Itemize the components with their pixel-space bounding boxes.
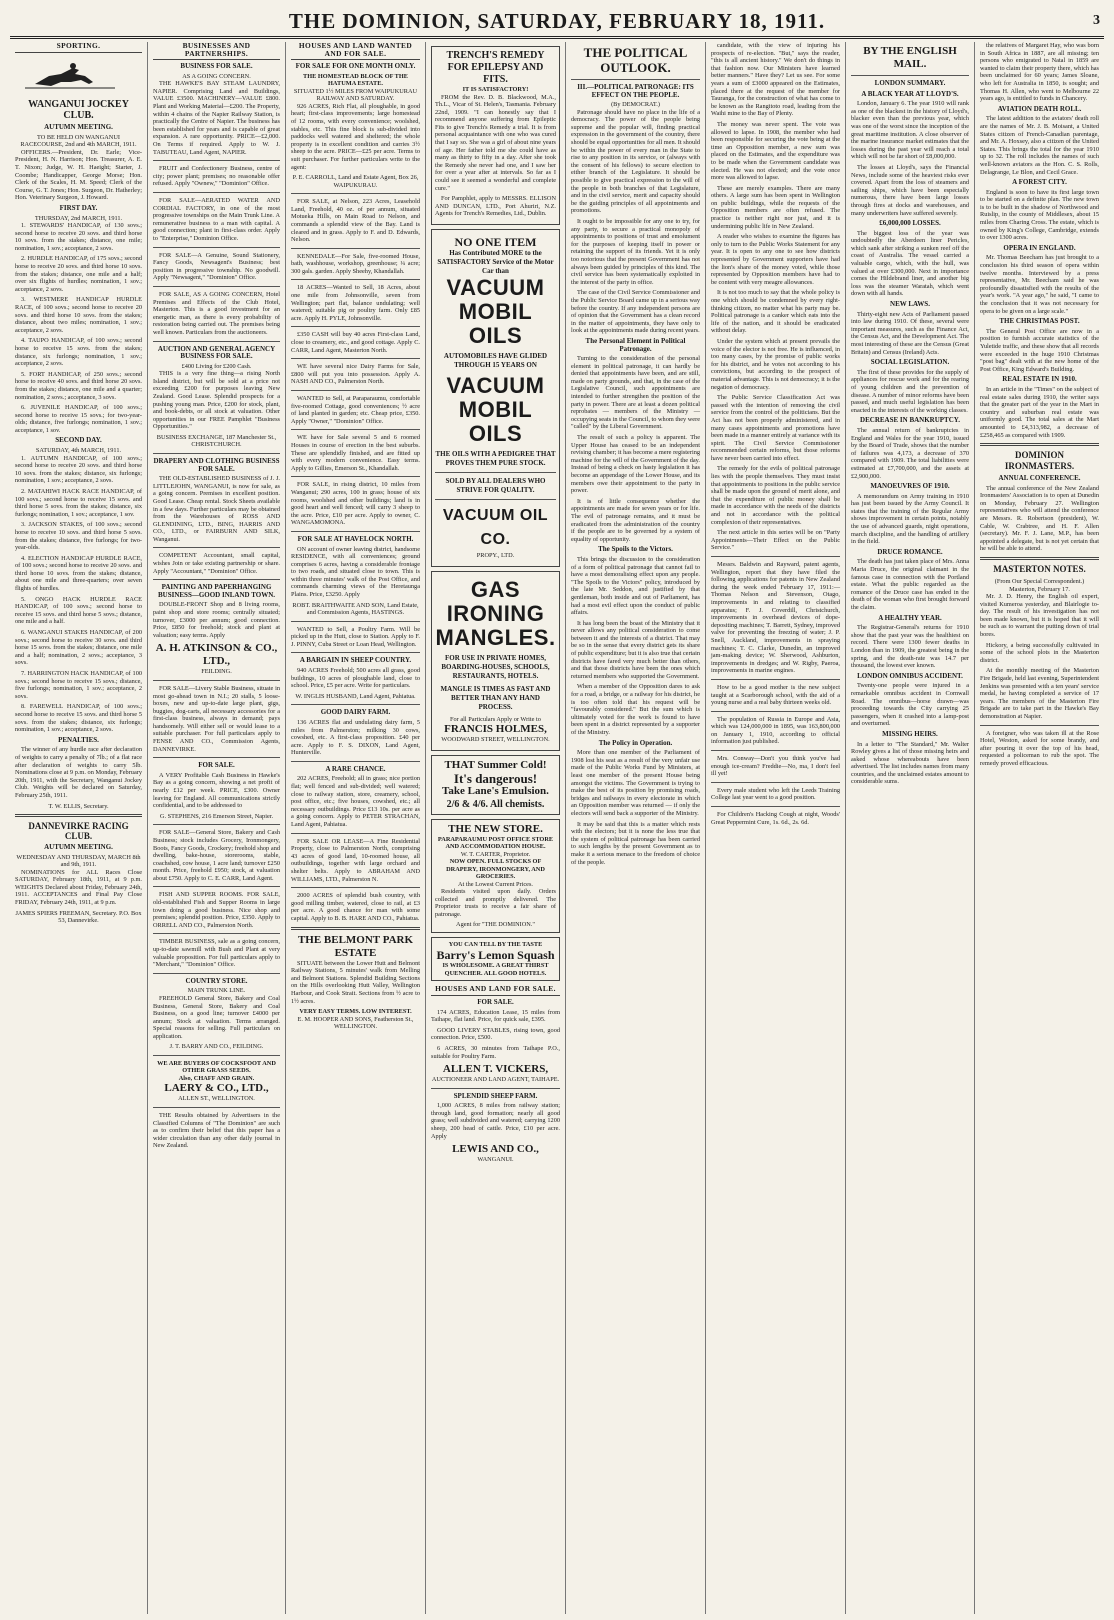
ad-firm-town: WANGANUI. bbox=[477, 1156, 514, 1164]
article-paragraph: When a member of the Opposition dares to ask for a road, a bridge, or a railway for his district, he is too often told that his request will be "favourably considered." But the sum which is ultimately voted for the work is found to have been spent in a district represented by a supporter of the Ministry. bbox=[571, 683, 700, 736]
news-item: A foreigner, who was taken ill at the Rose Hotel, Weston, asked for some brandy, and after pouring it over the top of his head, requested a policeman to rub the spot. The remedy proved efficacious. bbox=[980, 729, 1099, 767]
classified-ad: 18 ACRES—Wanted to Sell, 18 Acres, about one mile from Johnsonville, seven from Wellington; part flat, balance undulating; well watered; suitable pig or poultry farm. Only £85 acre. Apply H. PYLE, Johnsonville. bbox=[291, 284, 420, 322]
ad-headline: It's dangerous! bbox=[453, 770, 538, 786]
ad-headline: Take Lane's Emulsion. bbox=[442, 784, 549, 797]
race-entry: 4. TAUPO HANDICAP, of 100 sovs.; second horse to receive 15 sovs. from the stakes; distance, six furlongs; nomination, 1 sov.; acceptance, 2 sovs. bbox=[15, 337, 142, 368]
article-subhead: The Spoils to the Victors. bbox=[598, 545, 673, 554]
belmont-heading: THE BELMONT PARK ESTATE bbox=[297, 933, 414, 959]
dannevirke-heading: DANNEVIRKE RACING CLUB. bbox=[28, 821, 129, 841]
race-entry: 5. FORT HANDICAP, of 250 sovs.; second horse to receive 40 sovs. and third horse 20 sovs. from the stakes; distance, one mile and a quarter; nomination, 2 sovs.; acceptance, 3 sovs. bbox=[15, 370, 142, 401]
race-entry: 2. HURDLE HANDICAP, of 175 sovs.; second horse to receive 20 sovs. and third horse 10 sovs. from the stakes; distance, one mile and a half; over six flights of hurdles; nomination, 1 sov.; acceptance, 2 sovs. bbox=[15, 255, 142, 293]
article-paragraph: Hickory, a being successfully cultivated in some of the school plots in the Masterton district. bbox=[980, 641, 1099, 664]
ad-heading: A RARE CHANCE. bbox=[325, 764, 386, 773]
ad-text: MANGLE IS TIMES AS FAST AND BETTER THAN ANY HAND PROCESS. bbox=[440, 684, 551, 711]
meeting-title: AUTUMN MEETING. bbox=[44, 123, 113, 132]
article-paragraph: It has long been the boast of the Ministry that it never allows any political consideration to come between it and the interests of a district. That may be so in the sense that every district gets its share of public expenditure; but it is also true that certain districts have fared very much better than others, and that those districts have been the ones which returned members who supported the Government. bbox=[571, 619, 700, 680]
belmont-agent: E. M. HOOPER AND SONS, Featherston St., WELLINGTON. bbox=[297, 1015, 414, 1031]
club-name: WANGANUI JOCKEY CLUB. bbox=[28, 99, 129, 122]
article-subhead: £6,000,000 LOSSES. bbox=[879, 219, 941, 228]
column-heading: SPORTING. bbox=[15, 42, 142, 53]
article-paragraph: The General Post Office are now in a position to furnish accurate statistics of the Yuletide traffic, and these show that all records were exceeded in the huge 1910 Christmas "post bag" dealt with at the new home of the Post Office, King Edward's Building. bbox=[980, 327, 1099, 373]
classified-ad: FOR SALE OR LEASE—A Fine Residential Property, close to Palmerston North, comprising 43 acres of good land, 10-roomed house, all outbuildings, together with large orchard and shelter belts. Apply to ABRAHAM AND WILLIAMS, LTD., Palmerston N. bbox=[291, 837, 420, 883]
article-paragraph: A memorandum on Army training in 1910 has just been issued by the Army Council. It states that the training of the Regular Army shows improvement in certain points, notably the use of advanced guards, night operations, march discipline, and the handling of artillery in the field. bbox=[851, 492, 969, 546]
classified-ad: 136 ACRES flat and undulating dairy farm, 5 miles from Palmerston; milking 30 cows, cowshed, etc. A first-class proposition. £40 per acre. Apply to F. S. DIXON, Land Agent, Hunterville. bbox=[291, 718, 420, 757]
article-subhead: A HEALTHY YEAR. bbox=[878, 613, 942, 622]
column-sporting bbox=[10, 42, 148, 1614]
article-subtitle: LONDON SUMMARY. bbox=[874, 79, 946, 87]
columns bbox=[10, 42, 1104, 1614]
classified-ad: 1,000 ACRES, 8 miles from railway station; through land, good formation; nearly all good grass; well subdivided and watered; carrying 1200 sheep, 200 head of cattle. Price, £10 per acre. Apply bbox=[431, 1102, 560, 1140]
article-title: BY THE ENGLISH MAIL. bbox=[863, 45, 957, 70]
news-item: Messrs. Baldwin and Rayward, patent agents, Wellington, report that they have filed the following applications for patents in New Zealand during the week ended February 17, 1911:—Thomas Nelson and Stevenson, Otago, improvements in and relating to classified apparatus; F. J. Coverdill, Christchurch, improvements in overhead devices of dope-depositing machines; T. Barrett, Sydney, improved valve for preventing the freezing of water; J. P. Snell, Auckland, improvements in spraying machines; T. C. Clarke, Dunedin, an improved jam-making device; W. Sherwood, Ashburton, improvements in dredges; and W. Rigby, Paeroa, improvements in marine engines. bbox=[711, 561, 840, 675]
article-subhead: OPERA IN ENGLAND. bbox=[1003, 243, 1076, 252]
section-heading: HOUSES AND LAND FOR SALE. bbox=[431, 985, 560, 996]
dannevirke-meeting: AUTUMN MEETING. bbox=[44, 843, 113, 851]
ad-heading: FOR SALE AT HAVELOCK NORTH. bbox=[297, 534, 414, 543]
ad-text: AUTOMOBILES HAVE GLIDED THROUGH 15 YEARS ON bbox=[443, 352, 548, 369]
article-title: THE POLITICAL OUTLOOK. bbox=[583, 45, 688, 75]
article-paragraph: Turning to the consideration of the personal element in political patronage, it can hardly be denied that appointments have been, and are still, made on party grounds, and that, in the case of the Legislative Council, such appointments are intended to further strengthen the position of the party in power. There are at least a dozen political reprobates — members of the Ministry — occupying seats in the Council, to whom they were "called" by the Liberal Government. bbox=[571, 355, 700, 431]
race-entry: 2. MATAHIWI HACK RACE HANDICAP, of 100 sovs.; second horse to receive 15 sovs. and third horse 5 sovs. from the stakes; distance, six furlongs; nomination, 1 sov.; acceptance, 1 sov. bbox=[15, 487, 142, 518]
race-entry: 1. AUTUMN HANDICAP, of 100 sovs.; second horse to receive 20 sovs. and third horse 10 sovs. from the stakes; distance, six furlongs; nomination, 1 sov.; acceptance, 2 sovs. bbox=[15, 454, 142, 485]
ad-subheading: £400 Living for £200 Cash. bbox=[181, 362, 252, 370]
ad-firm-name: ALLEN T. VICKERS, bbox=[442, 1063, 549, 1076]
vacuum-oil-ad bbox=[431, 229, 560, 567]
ad-text: SOLD BY ALL DEALERS WHO STRIVE FOR QUALITY. bbox=[445, 477, 546, 494]
ad-heading: GOOD DAIRY FARM. bbox=[320, 708, 391, 717]
meeting-dates: TO BE HELD ON WANGANUI RACECOURSE, 2nd and 4th MARCH, 1911. bbox=[20, 133, 137, 149]
race-entry: 6. WANGANUI STAKES HANDICAP, of 200 sovs.; second horse to receive 30 sovs. and third horse 15 sovs. from the stakes; distance, one mile and a half; nomination, 2 sovs.; acceptance, 3 sovs. bbox=[15, 629, 142, 667]
ad-text: FOR USE IN PRIVATE HOMES, BOARDING-HOUSES, SCHOOLS, RESTAURANTS, HOTELS. bbox=[441, 653, 550, 680]
ad-firm-town: FEILDING. bbox=[201, 668, 232, 676]
article-paragraph: It is not too much to say that the whole policy is one which should be condemned by every right-thinking citizen, no matter what his party may be. Political patronage is a canker which eats into the life of the nation, and it should be eradicated without delay. bbox=[711, 289, 840, 335]
ad-subheading: IT IS SATISFACTORY! bbox=[462, 86, 529, 93]
ad-heading: DRAPERY AND CLOTHING BUSINESS FOR SALE. bbox=[153, 456, 280, 473]
article-subhead: MANOEUVRES OF 1910. bbox=[870, 482, 950, 491]
article-paragraph: A reader who wishes to examine the figures has only to turn to the Public Works Statement for any year. It is open to any one to see how districts represented by Government supporters have had the lion's share of the money voted, while those represented by Opposition members have had to be content with very meagre allowances. bbox=[711, 233, 840, 286]
ad-text: Agent for "THE DOMINION." bbox=[456, 921, 535, 929]
news-item: How to be a good mother is the new subject taught at a Scarborough school, with the aid of a young nurse and a real baby thirteen weeks old. bbox=[711, 683, 840, 707]
ad-location: SITUATED 1½ MILES FROM WAIPUKURAU RAILWAY AND SATURDAY. bbox=[293, 87, 418, 103]
classified-ad: FOR SALE, in rising district, 10 miles from Wanganui; 290 acres, 100 in grass; house of six rooms, woolshed and other buildings; land is in good heart and well fenced; will carry 3 sheep to the acre. Price, £10 per acre. Apply to owner, C. WANGAMOMONA. bbox=[291, 481, 420, 527]
column-houses-land bbox=[286, 42, 426, 1614]
classified-note: THE Results obtained by Advertisers in the Classified Columns of "The Dominion" are such as to confirm their belief that this paper has a wider circulation than any other daily journal in New Zealand. bbox=[153, 1111, 280, 1150]
article-subtitle: III.—POLITICAL PATRONAGE: ITS EFFECT ON THE PEOPLE. bbox=[577, 83, 694, 99]
article-paragraph: London, January 6. The year 1910 will rank as one of the blackest in the history of Lloyd's, blacker even than the previous year, which was one of the worst since the inception of the great maritime institution. A close observer of the marine insurance market estimates that the losses during the past year will reach a total which will not be far short of £8,000,000. bbox=[851, 100, 969, 161]
classified-ad: WE have several nice Dairy Farms for Sale, £800 will put you into possession. Apply A. NASH AND CO., Palmerston North. bbox=[291, 363, 420, 386]
ad-text: IS WHOLESOME. A GREAT THIRST QUENCHER. ALL GOOD HOTELS. bbox=[442, 962, 549, 977]
penalties-heading: PENALTIES. bbox=[58, 735, 99, 744]
ad-firm: BUSINESS EXCHANGE, 187 Manchester St., CHRISTCHURCH. bbox=[156, 433, 277, 449]
ad-text: NOW OPEN. FULL STOCKS OF DRAPERY, IRONMONGERY, AND GROCERIES. bbox=[446, 858, 545, 880]
article-subhead: THE CHRISTMAS POST. bbox=[999, 317, 1080, 326]
article-paragraph: These are merely examples. There are many others. A large sum has been spent in Wellington on public buildings, while the requests of the Opposition members are often refused. The practice is neither right nor just, and it is undermining public life in New Zealand. bbox=[711, 184, 840, 230]
dannevirke-secretary: JAMES SPIERS FREEMAN, Secretary. P.O. Box 53, Dannevirke. bbox=[15, 909, 142, 925]
ad-firm-name: LEWIS AND CO., bbox=[452, 1143, 539, 1156]
classified-ad: ON account of owner leaving district, handsome RESIDENCE, with all conveniences; ground comprises 6 acres, having a considerable frontage to two roads, and situated close to town. This is within three minutes' walk of the Post Office, and commands charming views of the Heretaunga Plains. Price, £3250. Apply bbox=[291, 545, 420, 599]
article-subhead: REAL ESTATE IN 1910. bbox=[1002, 375, 1077, 384]
article-paragraph: Mr. J. D. Henry, the English oil expert, visited Kumeroa yesterday, and Blairlogie to-day. The result of his investigation has not been made known, but it is hoped that it will be such as to warrant the putting down of trial bores. bbox=[980, 593, 1099, 638]
ad-firm-desc: AUCTIONEER AND LAND AGENT, TAIHAPE. bbox=[431, 1076, 560, 1084]
mobil-oils-brand: MOBIL OILS bbox=[458, 299, 533, 348]
ad-agent: ROBT. BRAITHWAITE AND SON, Land Estate, and Commission Agents, HASTINGS. bbox=[292, 601, 419, 617]
news-item: For Children's Hacking Cough at night, Woods' Great Peppermint Cure, 1s. 6d., 2s. 6d. bbox=[711, 811, 840, 826]
article-paragraph: In a letter to "The Standard," Mr. Walter Rowley gives a list of those missing heirs and asked whose whereabouts have been advertised. The list includes names from many countries, and the unclaimed estates amount to considerable sums. bbox=[851, 740, 969, 786]
ad-headline: GAS bbox=[470, 576, 521, 602]
article-byline: (From Our Special Correspondent.) bbox=[994, 578, 1085, 586]
classified-ad: THE OLD-ESTABLISHED BUSINESS of J. J. LITTLEJOHN, WANGANUI, is now for sale, as a going concern. Premises in excellent position. Good Lease. Cheap rental. Stock Sheets available in a few days. Further particulars may be obtained from the Warehouses of ROSS AND GLENDINING, LTD., BING, HARRIS AND CO., LTD., or FAIRBURN AND SILK, Wanganui. bbox=[153, 475, 280, 543]
column-businesses bbox=[148, 42, 286, 1614]
column-political-continued bbox=[706, 42, 846, 1614]
ad-heading: AUCTION AND GENERAL AGENCY BUSINESS FOR SALE. bbox=[157, 344, 276, 361]
classified-ad: WANTED to Sell, a Poultry Farm. Will be picked up in the Hutt, close to Station. Apply to F. J. PINNY, Cuba Street or Loan Head, Wellington. bbox=[291, 625, 420, 648]
ad-heading: TRENCH'S REMEDY FOR EPILEPSY AND FITS. bbox=[446, 50, 545, 85]
ad-address: WOODWARD STREET, WELLINGTON. bbox=[441, 736, 550, 743]
belmont-terms: VERY EASY TERMS. LOW INTEREST. bbox=[299, 1008, 412, 1016]
classified-ad: FISH AND SUPPER ROOMS. FOR SALE, old-established Fish and Supper Rooms in large town doing a good business. Nice shop and premises; splendid position. Price, £350. Apply to ORRELL AND CO., Palmerston North. bbox=[153, 891, 280, 929]
race-entry: 3. JACKSON STAKES, of 100 sovs.; second horse to receive 10 sovs. and third horse 5 sovs. from the stakes; distance, five furlongs; for two-year-olds. bbox=[15, 521, 142, 552]
race-entry: 1. STEWARDS' HANDICAP, of 130 sovs.; second horse to receive 20 sovs. and third horse 10 sovs. from the stakes; distance, one mile; nomination, 1 sov.; acceptance, 2 sovs. bbox=[15, 222, 142, 252]
mobil-oils-brand: MOBIL OILS bbox=[458, 397, 533, 446]
ad-text: For all Particulars Apply or Write to bbox=[450, 715, 541, 723]
article-paragraph: It ought to be impossible for any one to try, for any party, to secure a practical monopoly of appointments to positions of trust and emolument for the purposes of keeping itself in power or retaining the support of its friends. Yet it is only too notorious that the present Government has not always been guided by principles of this kind. The civil service has been systematically exploited in the interest of the party in office. bbox=[571, 218, 700, 286]
article-subhead: DECREASE IN BANKRUPTCY. bbox=[860, 416, 960, 425]
vacuum-company: VACUUM OIL CO. bbox=[442, 507, 549, 548]
classified-ad: WE have for Sale several 5 and 6 roomed Houses in course of erection in the best suburbs. These are splendidly finished, and are fitted up with every modern convenience. Easy terms. Apply to Gillies, Emerson St., Khandallah. bbox=[291, 434, 420, 472]
article-subhead: A FOREST CITY. bbox=[1012, 178, 1067, 187]
article-subhead: AVIATION DEATH ROLL. bbox=[997, 104, 1082, 113]
column-heading: HOUSES AND LAND WANTED AND FOR SALE. bbox=[291, 42, 420, 60]
classified-ad: GOOD LIVERY STABLES, rising town, good connection. Price, £500. bbox=[431, 1026, 560, 1042]
classified-ad: 940 ACRES Freehold; 500 acres all grass, good buildings, 10 acres of ploughable land, close to school. Price, £5 per acre. Write for particulars. bbox=[291, 667, 420, 690]
ad-subheading: THE HOMESTEAD BLOCK OF THE HATUMA ESTATE. bbox=[303, 72, 408, 88]
classified-ad: THIS is a very fine thing—a rising North Island district, but will be sold at a price not exceeding £200 for purposes leaving New Zealand. Good Lease. Splendid prospects for a pushing young man. Price, £200 for stock, plant, and book-debts, or all stock at valuation. Other opportunities in our FREE Pamphlet "Business Opportunities." bbox=[153, 370, 280, 431]
article-paragraph: The biggest loss of the year was undoubtedly the Aberdeen liner Pericles, which sank after striking a sunken reef off the coast of Australia. The vessel carried a valuable cargo, which, with the hull, was valued at over £300,000. Next in importance comes the Hildebrand liner, and another big loss was the steamer Waratah, which went down with all hands. bbox=[851, 229, 969, 298]
article-dateline: Masterton, February 17. bbox=[1009, 585, 1070, 593]
ad-text: YOU CAN TELL BY THE TASTE bbox=[448, 940, 543, 948]
classified-ad: FOR SALE—General Store, Bakery and Cash Business; stock includes Grocery, Ironmongery, Boots, Fancy Goods, Crockery; freehold shop and dwelling, bake-house, storerooms, stable, coachshed, cow house, 1 acre land; turnover £250 month. Price, freehold £950; stock, at valuation about £750. Apply to C. E. CARR, Land Agent. bbox=[153, 829, 280, 882]
article-subhead: MISSING HEIRS. bbox=[882, 729, 938, 738]
article-subhead: SOCIAL LEGISLATION. bbox=[870, 358, 950, 367]
race-entry: 8. FAREWELL HANDICAP, of 100 sovs.; second horse to receive 15 sovs. and third horse 5 sovs. from the stakes; distance, six furlongs; nomination, 1 sov.; acceptance, 2 sovs. bbox=[15, 703, 142, 734]
barrys-lemon-squash-ad bbox=[431, 937, 560, 982]
classified-ad: 174 ACRES, Education Lease, 15 miles from Taihape, flat land. Price, for quick sale, £395. bbox=[431, 1008, 560, 1024]
article-paragraph: The latest addition to the aviators' death roll are the names of Mr. J. B. Moisant, a United States citizen of French-Canadian parentage, and Mr. A. Hoxsey, also a citizen of the United States. This brings the total for the year 1910 up to 32. The roll includes the names of such well-known aviators as the Hon. C. S. Rolls, Delagrange, Le Blon, and Cecil Grace. bbox=[980, 115, 1099, 176]
article-title: MASTERTON NOTES. bbox=[993, 564, 1086, 575]
secretary: T. W. ELLIS, Secretary. bbox=[48, 802, 109, 810]
classified-ad: KENNEDALE—For Sale, five-roomed House, bath, washhouse, workshop, greenhouse; ¼ acre; 300 gals. garden. Apply Sheehy, Khandallah. bbox=[291, 252, 420, 275]
classified-ad: WANTED to Sell, at Paraparaumu, comfortable five-roomed Cottage, good conveniences; ½ acre of land planted in garden; etc. Cheap price, £350. Apply "Owner," "Dominion" Office. bbox=[291, 395, 420, 425]
ad-heading: FOR SALE. bbox=[477, 997, 514, 1006]
news-item: The population of Russia in Europe and Asia, which was 124,000,000 in 1895, was 163,800,000 on January 1, 1910, according to official information just published. bbox=[711, 715, 840, 746]
classified-ad: THE HAWKE'S BAY STEAM LAUNDRY, NAPIER. Comprising Land and Buildings, VALUE £3500. MACHINERY—VALUE £800. Plant and Working Material—£200. The Property, within 4 chains of the Napier Railway Station, is practically the Centre of Napier. The business has been established for years and is capable of great expansion. A rare opportunity. PRICE—£2,000. On Terms if required. Apply to W. J. TABUTEAU, Land Agent, NAPIER. bbox=[153, 80, 280, 156]
article-paragraph: The death has just taken place of Mrs. Anna Maria Druce, the original claimant in the famous case in connection with the Portland estate. What the public regarded as the romance of the Druce case has ended in the death of the woman who first brought forward the claim. bbox=[851, 558, 969, 611]
dannevirke-text: NOMINATIONS for ALL Races Close SATURDAY, February 18th, 1911, at 9 p.m. WEIGHTS Declared about Friday, February 24th, 1911. ACCEPTANCES and Final Pay Close FRIDAY, February 24th, 1911, at 9 p.m. bbox=[15, 868, 142, 906]
race-entry: 5. ONGO HACK HURDLE RACE HANDICAP, of 100 sovs.; second horse to receive 15 sovs. and third horse 5 sovs.; distance, one mile and a half. bbox=[15, 595, 142, 626]
article-paragraph: The Public Service Classification Act was passed with the intention of removing the civil service from the control of the politicians. But the Act has not been properly administered, and in many cases appointments and promotions have been made in a manner entirely at variance with its spirit. The Civil Service Commissioner recommended certain reforms, but those reforms have never been carried into effect. bbox=[711, 394, 840, 462]
news-item: Every male student who left the Leeds Training College last year went to a good position. bbox=[711, 786, 840, 802]
classified-ad: FOR SALE—A Genuine, Sound Stationery, Fancy Goods, Newsagent's Business; best position in progressive township. No goodwill. Apply "Newsagent," "Dominion" Office. bbox=[153, 251, 280, 282]
ad-firm-name: A. H. ATKINSON & CO., LTD., bbox=[155, 642, 278, 668]
ad-text: THE OILS WITH A PEDIGREE THAT PROVES THEM PURE STOCK. bbox=[435, 450, 556, 467]
column-english-mail-continued bbox=[975, 42, 1104, 1614]
vacuum-brand: VACUUM bbox=[446, 373, 545, 398]
ad-agent: P. E. CARROLL, Land and Estate Agent, Box 26, WAIPUKURAU. bbox=[292, 174, 419, 189]
ad-heading: SPLENDID SHEEP FARM. bbox=[453, 1091, 538, 1100]
article-paragraph: Thirty-eight new Acts of Parliament passed into law during 1910. Of these, several were important measures, such as the Finance Act, the Census Act, and the Development Act. The most interesting of these are the Census (Great Britain) and Census (Ireland) Acts. bbox=[851, 310, 969, 356]
article-paragraph: More than one member of the Parliament of 1908 lost his seat as a result of the very unfair use made of the Public Works Fund by Ministers, at least one member of the present House being amongst the victims. The Government is trying to make the best of its position by promising roads, bridges and railways in every electorate in which an Opposition member was returned — if only the electors will send back a supporter of the Ministry. bbox=[571, 749, 700, 817]
article-paragraph: The remedy for the evils of political patronage lies with the people themselves. They must insist that appointments to positions in the public service shall be made upon the ground of merit alone, and that the expenditure of public money shall be made in accordance with the needs of the districts and not in accordance with the political complexion of their representatives. bbox=[711, 465, 840, 526]
ad-heading: FOR SALE. bbox=[198, 761, 235, 770]
article-paragraph: The case of the Civil Service Commissioner and the Public Service Board came up in a serious way before the country. If any independent persons are of opinion that the Government has a clean record in the matter of appointments, they have only to look at the appointments made during recent years. bbox=[571, 289, 700, 335]
ad-heading: BUSINESS FOR SALE. bbox=[180, 62, 253, 71]
article-subhead: A BLACK YEAR AT LLOYD'S. bbox=[861, 89, 959, 98]
article-byline: (By DEMOCRAT.) bbox=[611, 101, 660, 109]
classified-ad: 926 ACRES, Rich Flat, all ploughable, in good heart; first-class improvements; large homestead of 12 rooms, with every convenience; woolshed, stables, etc. This fine block is sub-divided into paddocks well watered and sheltered; the whole property is in excellent condition and carries 3½ sheep to the acre. PRICE—£25 per acre. Terms to suit purchaser. For further particulars write to the agent: bbox=[291, 102, 420, 171]
ad-agent: G. STEPHENS, 216 Emerson Street, Napier. bbox=[159, 812, 274, 820]
race-entry: 3. WESTMERE HANDICAP HURDLE RACE, of 100 sovs.; second horse to receive 20 sovs. and third horse 10 sovs. from the stakes; distance, about two miles; nomination, 1 sov.; acceptance, 2 sovs. bbox=[15, 296, 142, 334]
classified-ad: FOR SALE, AS A GOING CONCERN, Hotel Premises and Effects of the Club Hotel, Masterton. This is a good investment for an energetic man, as there is every probability of restoration being carried out. The premises being well known. Particulars from the auctioneers. bbox=[153, 290, 280, 336]
dannevirke-dates: WEDNESDAY AND THURSDAY, MARCH 8th and 9th, 1911. bbox=[16, 853, 141, 869]
ad-agent: W. INGLIS HUSBAND, Land Agent, Pahiatua. bbox=[295, 692, 416, 700]
ad-address: For Pamphlet, apply to MESSRS. ELLISON AND DUNCAN, LTD., Port Ahuriri, N.Z. Agents for Trench's Remedies, Ltd., Dublin. bbox=[435, 195, 556, 218]
ad-heading: COUNTRY STORE. bbox=[185, 976, 248, 985]
ad-headline: NO ONE ITEM bbox=[454, 235, 537, 249]
race-entry: 4. ELECTION HANDICAP HURDLE RACE, of 100 sovs.; second horse to receive 20 sovs. and third horse 10 sovs. from the stakes; distance, about one mile and three-quarters; over seven flights of hurdles. bbox=[15, 554, 142, 593]
second-day-heading: SECOND DAY. bbox=[55, 436, 102, 445]
ad-headline: MANGLES. bbox=[435, 624, 556, 650]
laery-address: ALLEN ST., WELLINGTON. bbox=[178, 1095, 255, 1103]
article-paragraph: The first of these provides for the supply of appliances for rescue work and for the rearing of young children and the prevention of disease. A number of minor reforms have been passed, and much useful legislation has been enacted in the interests of the working classes. bbox=[851, 368, 969, 414]
vacuum-brand: VACUUM bbox=[446, 275, 545, 300]
article-paragraph: Twenty-one people were injured in a remarkable omnibus accident in Cornwall Road. The omnibus—horse drawn—was proceeding towards the City carrying 25 passengers, when it crashed into a lamp-post and overturned. bbox=[851, 682, 969, 728]
ad-headline: Barry's Lemon Squash bbox=[436, 948, 555, 963]
ad-headline: THAT Summer Cold! bbox=[444, 758, 547, 771]
classified-ad: FREEHOLD General Store, Bakery and Coal Business, General Store, Bakery and Coal Business, on a good line; turnover £4000 per annum; Stock at valuation. Terms arranged. Special reasons for selling. Full particulars on application. bbox=[153, 994, 280, 1040]
ad-heading: PAINTING AND PAPERHANGING BUSINESS—GOOD INLAND TOWN. bbox=[157, 583, 276, 599]
article-subhead: The Personal Element in Political Patronage. bbox=[585, 336, 686, 353]
ad-text: W. T. CARTER, Proprietor. bbox=[460, 850, 531, 858]
classified-ad: FOR SALE, at Nelson, 223 Acres, Leasehold Land, Freehold, 40 oz. of per annum, situated Motueka Hills, on Main Road to Nelson, and commands a splendid view of the Bay. Land is cleared and in grass. Apply to F. and D. Edwards, Nelson. bbox=[291, 198, 420, 244]
lanes-emulsion-ad bbox=[431, 755, 560, 815]
ad-subheading: MAIN TRUNK LINE. bbox=[187, 987, 246, 995]
ad-heading: A BARGAIN IN SHEEP COUNTRY. bbox=[299, 656, 412, 665]
article-paragraph: The Registrar-General's returns for 1910 show that the past year was the healthiest on record. There were 1300 fewer deaths in London than in 1909, the greatest being in the spring, and the death-rate was 14.7 per thousand, the lowest ever known. bbox=[851, 624, 969, 670]
penalties-text: The winner of any hurdle race after declaration of weights to carry a penalty of 7lb.; of a flat race after declaration of weights to carry 5lb. Nominations close at 9 p.m. on Monday, February 20th, 1911, with the Secretary, Wanganui Jockey Club. Weights will be declared on Saturday, February 25th, 1911. bbox=[15, 746, 142, 799]
column-political-outlook bbox=[566, 42, 706, 1614]
article-paragraph: the relatives of Margaret Hay, who was born in South Africa in 1887, are all missing; ten persons who emigrated to Natal in 1859 are wanted to claim their property there, which has been unclaimed for 60 years; James Sloane, who left for Australia in 1850, is sought; and Thomas H. Allen, who went to Melbourne 22 years ago, is entitled to funds in Chancery. bbox=[980, 42, 1099, 103]
race-entry: 6. JUVENILE HANDICAP, of 100 sovs.; second horse to receive 15 sovs.; for two-year-olds; distance, five furlongs; nomination, 1 sov.; acceptance, 1 sov. bbox=[15, 404, 142, 434]
page-number: 3 bbox=[1093, 13, 1100, 28]
new-store-ad bbox=[431, 819, 560, 933]
francis-holmes: FRANCIS HOLMES, bbox=[444, 723, 547, 735]
ad-text: Has Contributed MORE to the SATISFACTORY Service of the Motor Car than bbox=[437, 249, 554, 275]
ad-subheading: AS A GOING CONCERN. bbox=[182, 72, 251, 80]
ad-headline: THE NEW STORE. bbox=[448, 822, 543, 835]
gas-mangles-ad bbox=[431, 571, 560, 751]
article-paragraph: The result of such a policy is apparent. The Upper House has ceased to be an independent revising chamber; it has become a mere registering machine for the will of the Government of the day. Instead of being a check on hasty legislation it has become an appendage of the Lower House, and its members owe their appointment to the party in power. bbox=[571, 434, 700, 495]
news-item: Mrs. Conway—Don't you think you've had enough ice-cream? Freddie—No, ma, I don't feel ill yet! bbox=[711, 755, 840, 778]
ad-text: At the Lowest Current Prices. bbox=[457, 880, 534, 888]
article-paragraph: The losses at Lloyd's, says the Financial News, include some of the heaviest risks ever covered. Apart from the loss of steamers and sailing ships, which have been especially numerous, there have been large losses through fires at docks and warehouses, and many underwriters have suffered severely. bbox=[851, 163, 969, 217]
column-heading: BUSINESSES AND PARTNERSHIPS. bbox=[153, 42, 280, 60]
article-paragraph: It is of little consequence whether the appointments are made for seven years or for life. The evil of patronage remains, and it must be eradicated from the administration of the country if the people are to be governed by a system of equality of opportunity. bbox=[571, 497, 700, 543]
classified-ad: COMPETENT Accountant, small capital, wishes Join or take existing partnership or share. Apply "Accountant," "Dominion" Office. bbox=[153, 552, 280, 575]
article-paragraph: At the monthly meeting of the Masterton Fire Brigade, held last evening, Superintendent Jenkins was presented with a ten years' service medal, he having completed a service of 17 years. The members of the Masterton Fire Brigade are to take part in the Hawke's Bay demonstration at Napier. bbox=[980, 667, 1099, 720]
masthead bbox=[10, 6, 1104, 39]
article-subhead: The Policy in Operation. bbox=[598, 738, 673, 747]
classified-ad: £350 CASH will buy 40 acres First-class Land, close to creamery, etc., and good cottage. Apply C. CARR, Land Agent, Masterton North. bbox=[291, 331, 420, 354]
classified-ad: 6 ACRES, 30 minutes from Taihape P.O., suitable for Poultry Farm. bbox=[431, 1044, 560, 1060]
article-title: DOMINION IRONMASTERS. bbox=[1004, 450, 1075, 472]
ad-text: PARAPARAUMU POST OFFICE STORE AND ACCOMMODATION HOUSE. bbox=[437, 835, 554, 850]
ad-agent: J. T. BARRY AND CO., FEILDING. bbox=[169, 1043, 264, 1051]
article-paragraph: The annual return of bankruptcies in England and Wales for the year 1910, issued by the Board of Trade, shows that the number of failures was 4,173, a decrease of 370 compared with 1909. The total liabilities were estimated at £7,700,000, and the assets at £2,900,000. bbox=[851, 426, 969, 480]
classified-ad: 202 ACRES, Freehold; all in grass; nice portion flat; well fenced and sub-divided; well watered; close to railway station, store, creamery, school, post office, etc.; five houses, cowshed, etc.; all necessary outbuildings. Price £13 10s. per acre as a going concern. Apply to PETER STRACHAN, Land Agent, Pahiatua. bbox=[291, 775, 420, 829]
article-paragraph: The money was never spent. The vote was allowed to lapse. In 1908, the member who had been responsible for securing the vote being at the time an Opposition member, a new sum was placed on the Estimates, and the expenditure was to be made when the Government candidate was elected. He was not elected; and the vote once more was allowed to lapse. bbox=[711, 120, 840, 182]
article-paragraph: This brings the discussion to the consideration of a form of political patronage that cannot fail to have a most demoralising effect upon any people. "The Spoils to the Victors" policy, introduced by the late Mr. Seddon, and justified by that gentleman, both inside and out of Parliament, has had a most evil effect upon the conduct of public affairs. bbox=[571, 555, 700, 617]
ad-headline: IRONING bbox=[446, 600, 545, 626]
article-paragraph: It may be said that this is a matter which rests with the electors; but it is none the less true that the system of political patronage has been carried to such lengths by the present Government as to make it a serious menace to the freedom of choice of the people. bbox=[571, 820, 700, 866]
article-subhead: NEW LAWS. bbox=[890, 300, 930, 309]
officers: OFFICERS.—President, Dr. Earle; Vice-President, H. N. Harrison; Hon. Treasurer, A. E. T. Nixon; Judge, W. H. Haeight; Starter, J. Coombe; Handicapper, George Morse; Hon. Clerk of the Scales, H. M. Speed; Clerk of the Course, G. T. Jones; Hon. Surgeon, Dr. Hatherley; Hon. Veterinary Surgeon, J. Howard. bbox=[15, 148, 142, 202]
classified-ad: DOUBLE-FRONT Shop and 8 living rooms, paint shop and store rooms; centrally situated; turnover, £3000 per annum; good connection. Price, £850 for freehold; stock and plant at valuation; easy terms. Apply bbox=[153, 601, 280, 639]
ad-text: Residents visited upon daily. Orders collected and promptly delivered. The Proprietor trusts to receive a fair share of patronage. bbox=[435, 888, 556, 918]
article-paragraph: In an article in the "Times" on the subject of real estate sales during 1910, the writer says that the greater part of the year in the Mart in country and suburban real estate was uniformly good. The total sales at the Mart amounted to £4,313,982, a decrease of £258,465 as compared with 1909. bbox=[980, 385, 1099, 439]
article-paragraph: The next article in this series will be on "Party Appointments—Their Effect on the Public Service." bbox=[711, 529, 840, 552]
laery-ad-mid: Also, CHAFF AND GRAIN. bbox=[178, 1074, 255, 1082]
column-english-mail bbox=[846, 42, 975, 1614]
ad-text: PROPY., LTD. bbox=[476, 552, 515, 559]
ad-price: 2/6 & 4/6. All chemists. bbox=[446, 798, 545, 810]
article-paragraph: Mr. Thomas Beecham has just brought to a conclusion his third season of opera within twelve months. Interviewed by a press representative, Mr. Beecham said he was profoundly dissatisfied with the results of the year's work. "A year ago," he said, "I came to the conclusion that it was not necessary for opera to be given on a large scale." bbox=[980, 254, 1099, 315]
column-display-ads bbox=[426, 42, 566, 1614]
first-day-date: THURSDAY, 2nd MARCH, 1911. bbox=[34, 214, 123, 222]
article-subhead: DRUCE ROMANCE. bbox=[877, 547, 943, 556]
classified-ad: TIMBER BUSINESS, sale as a going concern, up-to-date sawmill with Bush and Plant at very valuable proposition. For full particulars apply to "Merchant," "Dominion" Office. bbox=[153, 938, 280, 969]
article-paragraph: Under the system which at present prevails the voice of the elector is not free. He is influenced, in too many cases, by the promise of public works for his district, and he votes not according to his convictions, but according to the prospect of material advantage. This is not democracy; it is the negation of democracy. bbox=[711, 337, 840, 391]
trench-remedy-ad bbox=[431, 46, 560, 225]
article-subhead: LONDON OMNIBUS ACCIDENT. bbox=[857, 671, 963, 680]
article-paragraph: The annual conference of the New Zealand Ironmasters' Association is to open at Dunedin on Monday, February 27. Wellington representatives who will attend the conference are Messrs. R. Robertson (president), W. Cable, W. Crabtree, and H. F. Allen (secretary). Mr. F. J. Lane, M.P., has been appointed a delegate, but is not yet certain that he will be able to attend. bbox=[980, 484, 1099, 553]
second-day-date: SATURDAY, 4th MARCH, 1911. bbox=[35, 447, 122, 455]
race-entry: 7. HARRINGTON HACK HANDICAP, of 100 sovs.; second horse to receive 15 sovs.; distance, five furlongs; nomination, 1 sov.; acceptance, 2 sovs. bbox=[15, 670, 142, 700]
classified-ad: FOR SALE—AERATED WATER AND CORDIAL FACTORY, in one of the most progressive townships on the Main Trunk Line. A remunerative business to a man with capital. A good connection; plant in first-class order. Apply to "Enterprise," Dominion Office. bbox=[153, 197, 280, 242]
horse-rider-icon bbox=[15, 58, 125, 92]
classified-ad: A VERY Profitable Cash Business in Hawke's Bay as a going concern, showing a net profit of nearly £12 per week. PRICE, £300. Owner leaving for England. All communications strictly confidential, and to be addressed to bbox=[153, 771, 280, 810]
article-subtitle: ANNUAL CONFERENCE. bbox=[998, 474, 1081, 483]
classified-ad: SITUATE between the Lower Hutt and Belmont Railway Stations, 5 minutes' walk from Melling and Belmont Stations. Splendid Building Sections on the Hills overlooking Hutt Valley, Wellington Harbour, and Cook Strait. Sections from ½ acre to 1½ acres. bbox=[291, 959, 420, 1005]
article-paragraph: Patronage should have no place in the life of a democracy. The power of the people being supreme and the popular will, finding practical expression in the government of the country, there should be equal opportunities for all men. It should be within the power of every man in the State to rise to any position in its service, or (always with the consent of his fellows) to secure election to either branch of the Legislature. It should be possible to give practical expression to the will of the people in both branches of that Legislature, and in the civil service, merit and capacity should be the guiding principles of all appointments and promotions. bbox=[571, 108, 700, 215]
article-paragraph: candidate, with the view of injuring his prospects of re-election. "But," says the reader, "this is all ancient history." We don't do things in that fashion now. Our Ministers have learned better manners." Have they? Let us see. For some years a sum of £3000 appeared on the Estimates, placed there at the request of the member for Tauranga, for the construction of what has come to be known as the Rangitoto road, leading from the Waihi mine to the Bay of Plenty. bbox=[711, 42, 840, 118]
laery-firm-name: LAERY & CO., LTD., bbox=[164, 1082, 269, 1095]
newspaper-title: THE DOMINION, SATURDAY, FEBRUARY 18, 1911. bbox=[288, 8, 826, 33]
classified-ad: 2000 ACRES of splendid bush country, with good milling timber, watered, close to rail, at £3 per acre. A good chance for man with some capital. Apply to B. B. HARE AND CO., Pahiatua. bbox=[291, 892, 420, 922]
first-day-heading: FIRST DAY. bbox=[59, 203, 98, 212]
ad-heading: FOR SALE FOR ONE MONTH ONLY. bbox=[295, 62, 416, 71]
laery-ad-top: WE ARE BUYERS OF COCKSFOOT AND OTHER GRASS SEEDS. bbox=[157, 1059, 276, 1075]
classified-ad: FRUIT and Confectionery Business, centre of city; power plant; premises; no reasonable offer refused. Apply "Ownew," "Dominion" Office. bbox=[153, 165, 280, 188]
article-paragraph: England is soon to have its first large town to be started on a definite plan. The new town is to be built in the shadow of Northwood and Ruislip, in the county of Middlesex, about 15 miles from Charing Cross. The estate, which is owned by King's College, Cambridge, extends to over 1300 acres. bbox=[980, 188, 1099, 242]
classified-ad: FOR SALE—Livery Stable Business, situate in most go-ahead town in N.I.; 20 stalls, 5 loose-boxes, new and up-to-date large plant, gigs, buggies, dog-carts, all necessary accessories for a first-class business, always in demand; pays handsomely. Will either sell or would lease to a suitable purchaser. For full particulars apply to FENSE AND CO., Commission Agents, DANNEVIRKE. bbox=[153, 684, 280, 753]
ad-body: FROM the Rev. D. B. Blackwood, M.A., Th.L., Vicar of St. Helen's, Tasmania. February 22nd, 1909. "I can honestly say that I recommend anyone suffering from Epileptic Fits to give Trench's Remedy a trial. It is from personal acquaintance with one who was cured that I say so. She was a girl of about nine years of age. Her father told me she could have as many as thirty to fifty in a day. After she took the Remedy she never had one, and I saw her for over a year after at intervals. So far as I could see it seemed a wonderful and complete cure." bbox=[435, 93, 556, 192]
